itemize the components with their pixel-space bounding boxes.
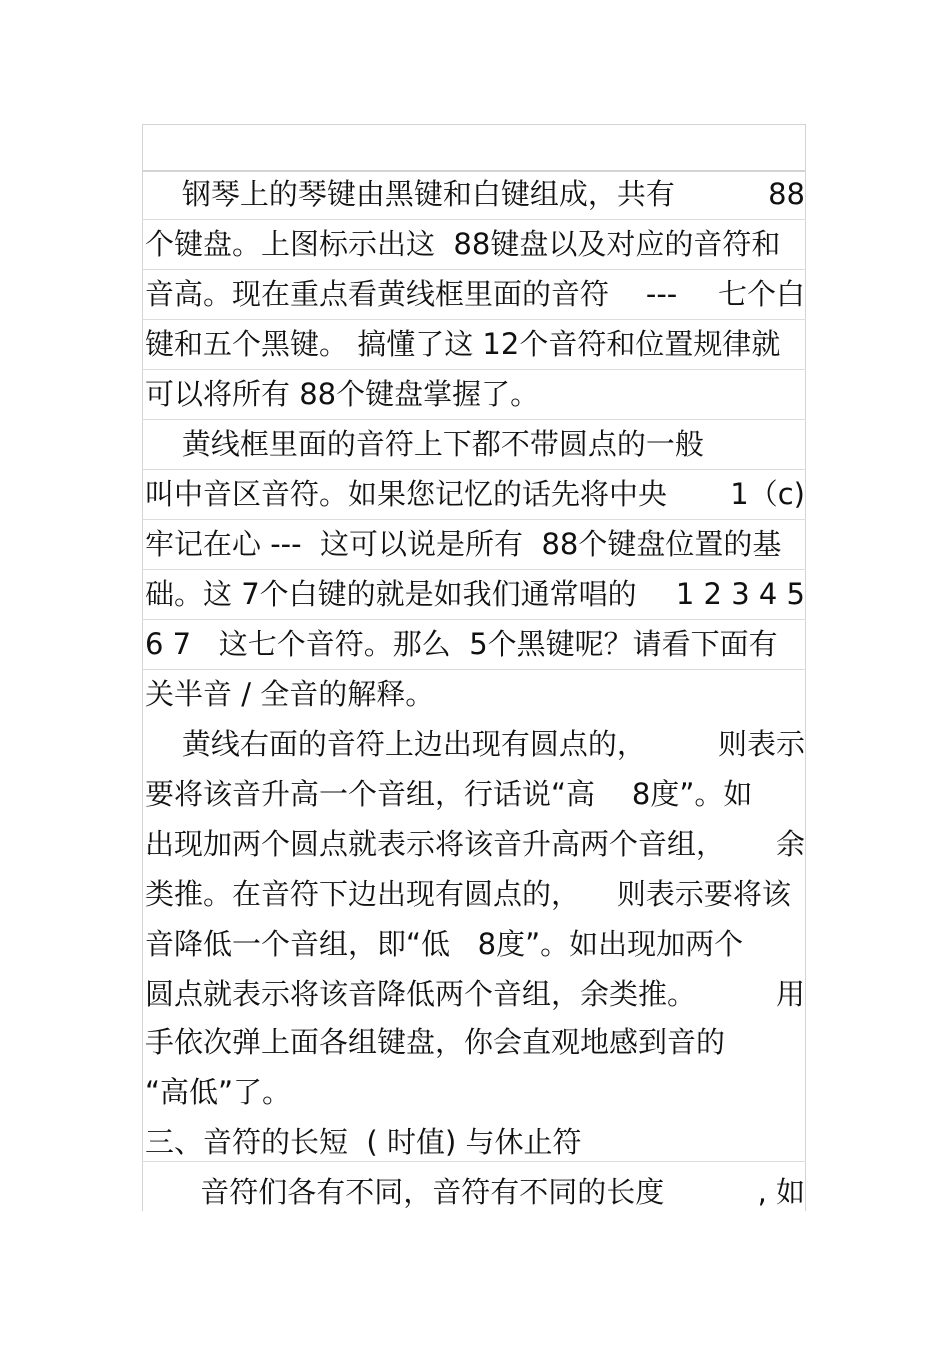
- text-line: [145, 624, 805, 664]
- text-line: [145, 424, 805, 464]
- text-line-right: 1（c): [730, 477, 805, 511]
- text-line-right: 1 2 3 4 5: [675, 577, 805, 611]
- text-line: [145, 324, 805, 364]
- row-rule: [142, 469, 806, 470]
- text-line-right: 用: [775, 977, 805, 1011]
- text-line-left: 钢琴上的琴键由黑键和白键组成，共有: [145, 177, 675, 211]
- text-line-left: 音降低一个音组，即“低 8度”。如出现加两个: [145, 927, 744, 961]
- text-line-left: 键和五个黑键。 搞懂了这 12个音符和位置规律就: [145, 327, 781, 361]
- text-line: [145, 274, 805, 314]
- text-line: [145, 1172, 805, 1212]
- row-rule: [142, 619, 806, 620]
- text-line: [145, 374, 805, 414]
- text-line-left: 三、音符的长短 ( 时值) 与休止符: [145, 1125, 582, 1159]
- text-line: [145, 224, 805, 264]
- row-rule: [142, 269, 806, 270]
- text-line: [145, 924, 805, 964]
- text-line-right: , 如: [757, 1175, 805, 1209]
- section-heading: [145, 1122, 805, 1162]
- text-line-left: 础。这 7个白键的就是如我们通常唱的: [145, 577, 637, 611]
- text-line-left: 出现加两个圆点就表示将该音升高两个音组，: [145, 827, 726, 861]
- text-line: [145, 974, 805, 1014]
- text-line-left: 类推。在音符下边出现有圆点的， 则表示要将该: [145, 877, 791, 911]
- text-line-left: 黄线框里面的音符上下都不带圆点的一般: [145, 427, 704, 461]
- row-rule: [142, 369, 806, 370]
- text-line-left: 牢记在心 --- 这可以说是所有 88个键盘位置的基: [145, 527, 782, 561]
- text-line-left: 关半音 / 全音的解释。: [145, 677, 435, 711]
- text-line-right: 则表示: [717, 727, 805, 761]
- text-line-left: 圆点就表示将该音降低两个音组，余类推。: [145, 977, 697, 1011]
- text-line: [145, 824, 805, 864]
- text-line: [145, 524, 805, 564]
- text-line-left: 黄线右面的音符上边出现有圆点的，: [145, 727, 646, 761]
- text-line-right: 余: [775, 827, 805, 861]
- text-line-left: “高低”了。: [145, 1075, 292, 1109]
- text-line: [145, 674, 805, 714]
- row-rule: [142, 519, 806, 520]
- text-line: [145, 1072, 805, 1112]
- text-line-left: 可以将所有 88个键盘掌握了。: [145, 377, 540, 411]
- row-rule: [142, 569, 806, 570]
- text-line-right: 88: [768, 177, 805, 211]
- row-rule: [142, 219, 806, 220]
- text-line-left: 要将该音升高一个音组，行话说“高 8度”。如: [145, 777, 753, 811]
- text-line-left: 叫中音区音符。如果您记忆的话先将中央: [145, 477, 668, 511]
- text-line-left: 个键盘。上图标示出这 88键盘以及对应的音符和: [145, 227, 781, 261]
- row-rule: [142, 419, 806, 420]
- text-line: [145, 474, 805, 514]
- text-line: [145, 174, 805, 214]
- text-line-left: 音高。现在重点看黄线框里面的音符 ---: [145, 277, 678, 311]
- text-line-left: 音符们各有不同，音符有不同的长度: [145, 1175, 665, 1209]
- page-frame-top: [142, 124, 806, 171]
- text-line: [145, 774, 805, 814]
- text-line-left: 6 7 这七个音符。那么 5个黑键呢？请看下面有: [145, 627, 778, 661]
- text-line: [145, 874, 805, 914]
- text-line-right: 七个白: [717, 277, 805, 311]
- text-line-left: 手依次弹上面各组键盘，你会直观地感到音的: [145, 1025, 726, 1059]
- row-rule: [142, 669, 806, 670]
- text-line: [145, 1022, 805, 1062]
- text-line: [145, 574, 805, 614]
- text-line: [145, 724, 805, 764]
- row-rule: [142, 319, 806, 320]
